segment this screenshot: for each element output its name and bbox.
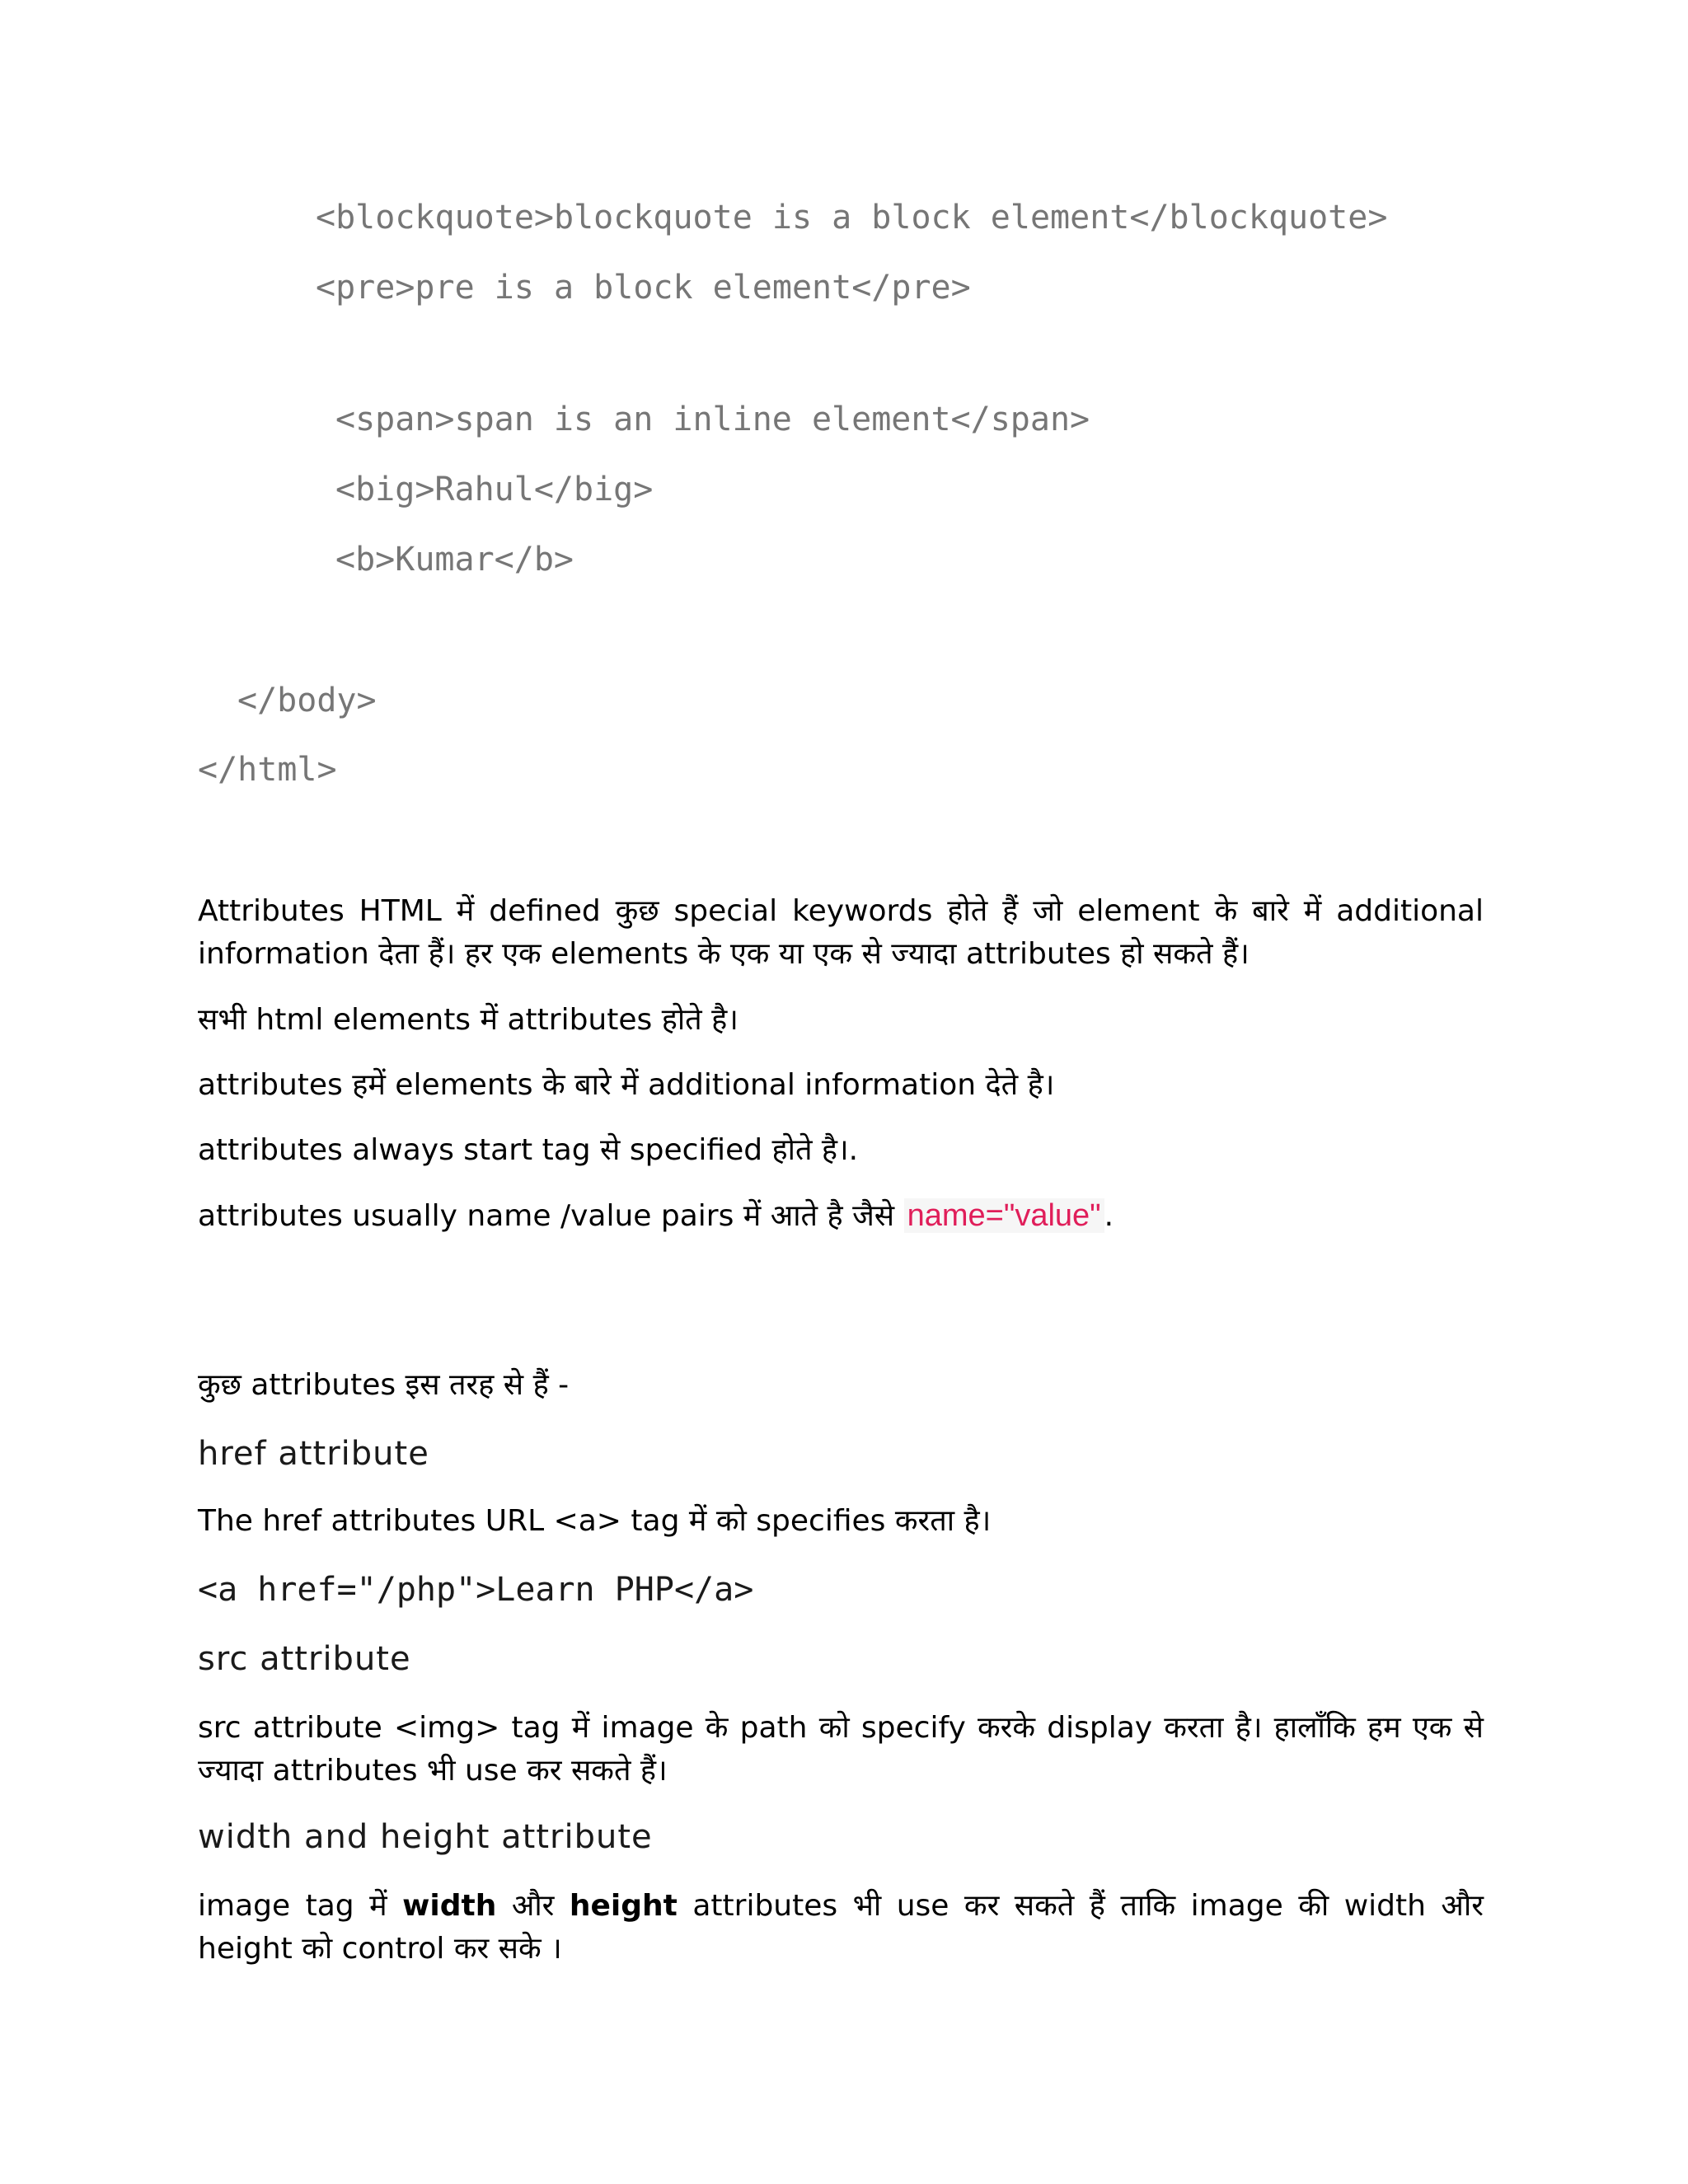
wh-desc-bold-width: width <box>402 1889 497 1923</box>
wh-desc-part3: attributes भी use कर सकते हैं ताकि image की width और height को control कर सके । <box>198 1889 1484 1966</box>
code-line-html-close: </html> <box>198 751 337 789</box>
attributes-point-4-end: . <box>1104 1199 1114 1233</box>
code-line-b: <b>Kumar</b> <box>335 541 574 579</box>
attributes-point-3: attributes always start tag से specified होते है।. <box>198 1133 859 1167</box>
attributes-point-1: सभी html elements में attributes होते है। <box>198 1003 738 1037</box>
href-attribute-heading: href attribute <box>198 1435 429 1473</box>
code-line-big: <big>Rahul</big> <box>335 471 654 509</box>
wh-desc-part2: और <box>496 1889 570 1923</box>
attributes-intro-paragraph: Attributes HTML में defined कुछ special keywords होते हैं जो element के बारे में additional information देता हैं। हर एक elements के एक या एक से ज्यादा attributes हो सकते हैं। <box>198 894 1484 971</box>
code-line-pre: <pre>pre is a block element</pre> <box>316 269 971 307</box>
href-attribute-example: <a href="/php">Learn PHP</a> <box>198 1571 754 1609</box>
width-height-attribute-description <box>198 1885 1484 1971</box>
attributes-point-2: attributes हमें elements के बारे में additional information देते है। <box>198 1068 1055 1102</box>
some-attributes-lead: कुछ attributes इस तरह से हैं - <box>198 1368 570 1402</box>
src-attribute-description: src attribute <img> tag में image के path को specify करके display करता है। हालाँकि हम एक से ज्यादा attributes भी use कर सकते हैं। <box>198 1711 1484 1788</box>
src-attribute-heading: src attribute <box>198 1640 411 1678</box>
code-line-body-close: </body> <box>237 682 377 719</box>
wh-desc-part1: image tag में <box>198 1889 403 1923</box>
attributes-point-4-text: attributes usually name /value pairs में आते है जैसे <box>198 1199 895 1233</box>
href-attribute-description: The href attributes URL <a> tag में को specifies करता है। <box>198 1504 992 1538</box>
code-line-blockquote: <blockquote>blockquote is a block element</blockquote> <box>316 199 1388 237</box>
width-height-attribute-heading: width and height attribute <box>198 1818 653 1856</box>
attributes-point-4 <box>198 1194 1484 1238</box>
wh-desc-bold-height: height <box>569 1889 678 1923</box>
code-line-span: <span>span is an inline element</span> <box>335 401 1090 438</box>
inline-code-name-value: name="value" <box>904 1198 1104 1233</box>
